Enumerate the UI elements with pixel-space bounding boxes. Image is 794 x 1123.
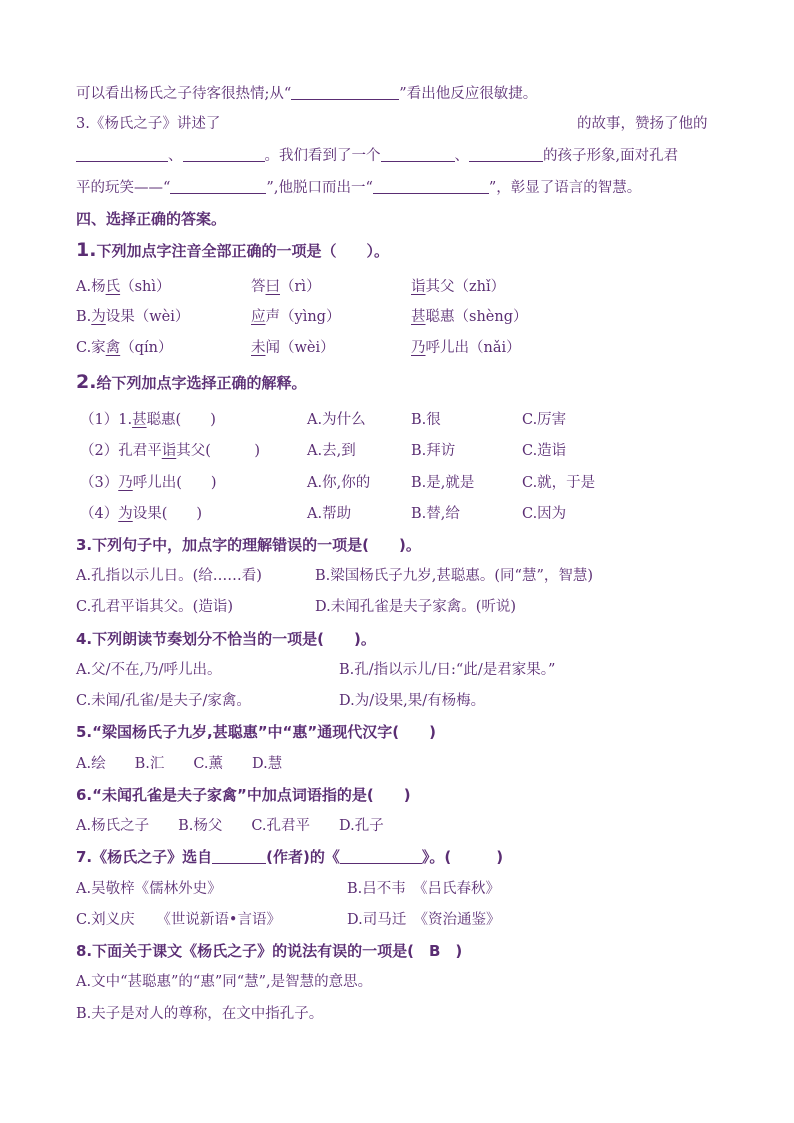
option-a3[interactable]: 诣其父（zhǐ） — [411, 279, 506, 295]
section-heading: 四、选择正确的答案。 — [76, 210, 227, 228]
q7-option-c[interactable]: C.刘义庆 《世说新语•言语》 — [76, 912, 281, 928]
text-segment: 、 — [168, 148, 183, 164]
q2-option-a[interactable]: A.去,到 — [307, 443, 356, 459]
text-line — [76, 146, 678, 166]
fill-blank[interactable] — [381, 146, 455, 162]
question-text: 给下列加点字选择正确的解释。 — [96, 374, 307, 392]
q4-option-a[interactable]: A.父/不在,乃/呼儿出。 — [76, 662, 222, 678]
fill-blank[interactable] — [76, 146, 168, 162]
q7-option-a[interactable]: A.吴敬梓《儒林外史》 — [76, 881, 222, 897]
question-2-title — [76, 372, 306, 393]
fill-blank[interactable] — [469, 146, 543, 162]
q2-option-b[interactable]: B.拜访 — [411, 443, 456, 459]
fill-blank[interactable] — [291, 84, 399, 100]
option-a2[interactable]: 答曰（rì） — [251, 279, 321, 295]
q4-option-b[interactable]: B.孔/指以示儿/日:“此/是君家果。” — [339, 662, 556, 678]
q3-option-a[interactable]: A.孔指以示儿日。(给……看) — [76, 568, 262, 584]
question-text: 7.《杨氏之子》选自 — [76, 848, 213, 866]
text-segment: 的孩子形象,面对孔君 — [543, 148, 679, 164]
question-4-title: 4.下列朗读节奏划分不恰当的一项是( )。 — [76, 630, 376, 648]
option-b3[interactable]: 甚聪惠（shèng） — [411, 309, 528, 325]
q2-option-b[interactable]: B.很 — [411, 412, 441, 428]
text-segment: 平的玩笑——“ — [76, 180, 171, 196]
text-line — [76, 178, 641, 198]
fill-blank[interactable] — [170, 178, 266, 194]
q4-option-c[interactable]: C.未闻/孔雀/是夫子/家禽。 — [76, 693, 251, 709]
q5-options[interactable]: A.绘 B.汇 C.薰 D.慧 — [76, 756, 283, 772]
q2-item-2: （2）孔君平诣其父( ) — [80, 443, 261, 459]
q2-item-3: （3）乃呼儿出( ) — [80, 475, 217, 491]
q2-option-a[interactable]: A.帮助 — [307, 506, 352, 522]
text-segment: 可以看出杨氏之子待客很热情;从“ — [76, 86, 292, 102]
question-3-fill — [76, 114, 220, 134]
text-segment-right: 的故事，赞扬了他的 — [577, 116, 708, 132]
q4-option-d[interactable]: D.为/设果,果/有杨梅。 — [339, 693, 486, 709]
question-text: 下列加点字注音全部正确的一项是（ ）。 — [96, 242, 389, 260]
fill-blank[interactable] — [373, 178, 489, 194]
q2-option-b[interactable]: B.是,就是 — [411, 475, 475, 491]
question-7-title — [76, 847, 503, 867]
text-segment: ”，彰显了语言的智慧。 — [488, 180, 642, 196]
fill-blank[interactable] — [183, 146, 265, 162]
option-b1[interactable]: B.为设果（wèi） — [76, 309, 190, 325]
q3-option-c[interactable]: C.孔君平诣其父。(造诣) — [76, 599, 233, 615]
question-number: 1. — [76, 239, 97, 261]
q8-option-a[interactable]: A.文中“甚聪惠”的“惠”同“慧”,是智慧的意思。 — [76, 974, 373, 990]
q2-option-a[interactable]: A.为什么 — [307, 412, 366, 428]
text-line — [76, 84, 537, 104]
question-5-title: 5.“梁国杨氏子九岁,甚聪惠”中“惠”通现代汉字( ) — [76, 723, 436, 741]
q7-option-d[interactable]: D.司马迁 《资治通鉴》 — [347, 912, 501, 928]
question-3-title: 3.下列句子中，加点字的理解错误的一项是( )。 — [76, 536, 421, 554]
option-c2[interactable]: 未闻（wèi） — [251, 340, 335, 356]
author-blank[interactable] — [212, 848, 266, 864]
q3-option-b[interactable]: B.梁国杨氏子九岁,甚聪惠。(同“慧”，智慧) — [315, 568, 594, 584]
text-segment: 。我们看到了一个 — [264, 148, 381, 164]
q7-option-b[interactable]: B.吕不韦 《吕氏春秋》 — [347, 881, 501, 897]
text-segment: ”,他脱口而出一“ — [266, 180, 373, 196]
q6-options[interactable]: A.杨氏之子 B.杨父 C.孔君平 D.孔子 — [76, 818, 384, 834]
question-6-title: 6.“未闻孔雀是夫子家禽”中加点词语指的是( ) — [76, 786, 411, 804]
text-segment: 3.《杨氏之子》讲述了 — [76, 116, 221, 132]
option-c1[interactable]: C.家禽（qín） — [76, 340, 173, 356]
question-number: 2. — [76, 371, 97, 393]
question-text: (作者)的《 — [266, 848, 340, 866]
option-a1[interactable]: A.杨氏（shì） — [76, 279, 171, 295]
option-b2[interactable]: 应声（yìng） — [251, 309, 341, 325]
q2-option-c[interactable]: C.造诣 — [522, 443, 567, 459]
question-1-title — [76, 240, 389, 261]
text-segment: ”看出他反应很敏捷。 — [399, 86, 538, 102]
question-text: 》。( ) — [421, 848, 504, 866]
option-c3[interactable]: 乃呼儿出（nǎi） — [411, 340, 521, 356]
q3-option-d[interactable]: D.未闻孔雀是夫子家禽。(听说) — [315, 599, 517, 615]
question-8-title: 8.下面关于课文《杨氏之子》的说法有误的一项是( B ) — [76, 942, 463, 960]
q2-option-c[interactable]: C.因为 — [522, 506, 567, 522]
text-segment: 、 — [454, 148, 469, 164]
q2-item-1: （1）1.甚聪惠( ) — [80, 412, 216, 428]
book-blank[interactable] — [340, 848, 422, 864]
q2-option-c[interactable]: C.就，于是 — [522, 475, 596, 491]
q8-option-b[interactable]: B.夫子是对人的尊称，在文中指孔子。 — [76, 1006, 324, 1022]
q2-item-4: （4）为设果( ) — [80, 506, 203, 522]
q2-option-a[interactable]: A.你,你的 — [307, 475, 371, 491]
q2-option-c[interactable]: C.厉害 — [522, 412, 567, 428]
q2-option-b[interactable]: B.替,给 — [411, 506, 460, 522]
